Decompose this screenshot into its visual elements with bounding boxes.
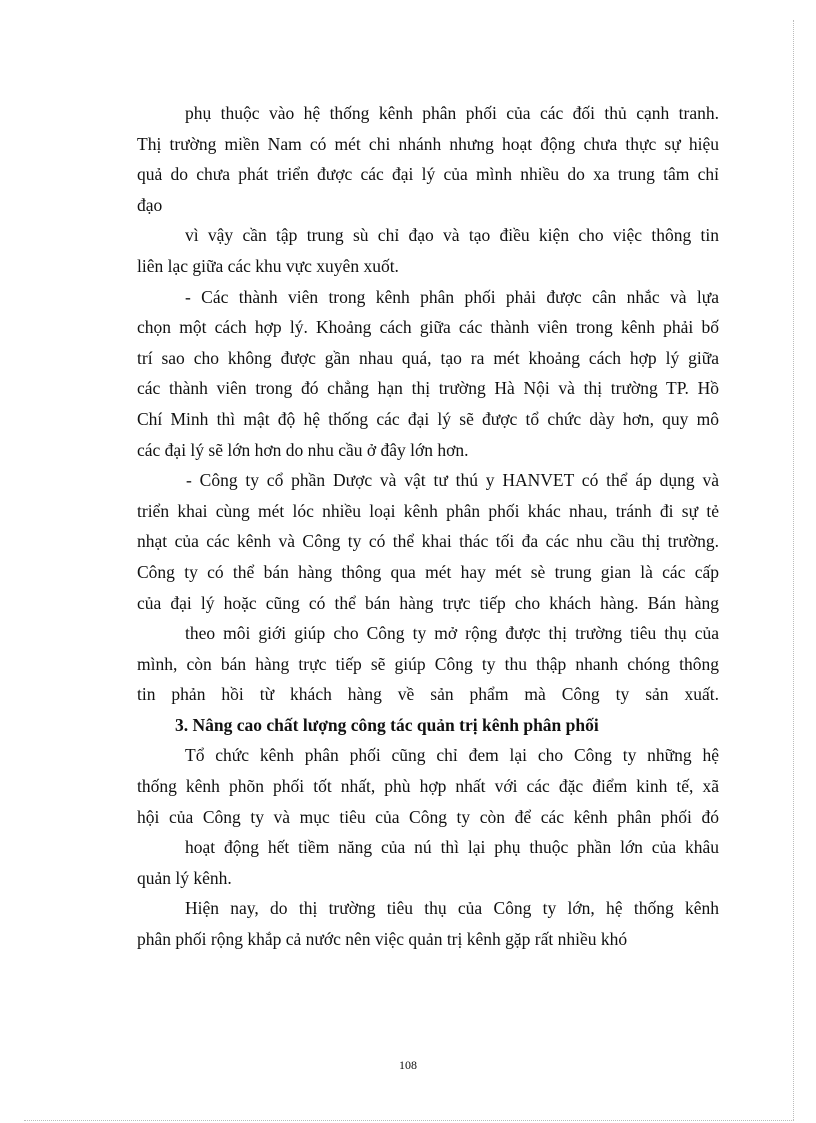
text-line: các đại lý sẽ lớn hơn do nhu cầu ở đây lớn hơn. xyxy=(137,439,469,460)
text-line: Hiện nay, do thị trường tiêu thụ của Công ty lớn, hệ thống kênh xyxy=(185,898,719,919)
text-line: Thị trường miền Nam có mét chi nhánh nhưng hoạt động chưa thực sự hiệu xyxy=(137,133,719,154)
text-line: theo môi giới giúp cho Công ty mở rộng được thị trường tiêu thụ của xyxy=(185,623,719,644)
text-line: trí sao cho không được gần nhau quá, tạo ra mét khoảng cách hợp lý giữa xyxy=(137,347,719,368)
text-line: triển khai cùng mét lóc nhiều loại kênh phân phối khác nhau, tránh đi sự tẻ xyxy=(137,500,719,521)
text-line: thống kênh phõn phối tốt nhất, phù hợp nhất với các đặc điểm kinh tế, xã xyxy=(137,776,719,797)
text-line: Công ty có thể bán hàng thông qua mét hay mét sè trung gian là các cấp xyxy=(137,561,719,582)
text-line: mình, còn bán hàng trực tiếp sẽ giúp Công ty thu thập nhanh chóng thông xyxy=(137,653,719,674)
text-line: phụ thuộc vào hệ thống kênh phân phối của các đối thủ cạnh tranh. xyxy=(185,103,719,123)
text-line: - Công ty cổ phần Dược và vật tư thú y HANVET có thể áp dụng và xyxy=(186,470,719,491)
page-edge-bottom xyxy=(24,1120,794,1121)
text-line: - Các thành viên trong kênh phân phối phải được cân nhắc và lựa xyxy=(185,286,719,307)
text-line: phân phối rộng khắp cả nước nên việc quản trị kênh gặp rất nhiều khó xyxy=(137,929,628,950)
section-heading: 3. Nâng cao chất lượng công tác quản trị kênh phân phối xyxy=(175,714,599,735)
page-edge-right xyxy=(793,20,794,1120)
text-line: quản lý kênh. xyxy=(137,867,232,888)
text-line: đạo xyxy=(137,194,163,215)
text-line: các thành viên trong đó chẳng hạn thị trường Hà Nội và thị trường TP. Hồ xyxy=(137,378,719,399)
text-line: chọn một cách hợp lý. Khoảng cách giữa các thành viên trong kênh phải bố xyxy=(137,317,719,338)
text-line: hoạt động hết tiềm năng của nú thì lại phụ thuộc phần lớn của khâu xyxy=(185,837,719,858)
text-line: Tổ chức kênh phân phối cũng chỉ đem lại cho Công ty những hệ xyxy=(185,745,719,766)
text-line: liên lạc giữa các khu vực xuyên xuốt. xyxy=(137,255,399,276)
body-text xyxy=(137,98,719,955)
text-line: nhạt của các kênh và Công ty có thể khai thác tối đa các nhu cầu thị trường. xyxy=(137,531,719,552)
text-line: tin phản hồi từ khách hàng về sản phẩm mà Công ty sản xuất. xyxy=(137,684,719,705)
text-line: của đại lý hoặc cũng có thể bán hàng trực tiếp cho khách hàng. Bán hàng xyxy=(137,592,719,613)
text-line: vì vậy cần tập trung sù chỉ đạo và tạo điều kiện cho việc thông tin xyxy=(185,225,719,246)
text-line: quả do chưa phát triển được các đại lý của mình nhiều do xa trung tâm chỉ xyxy=(137,164,719,185)
page-number: 108 xyxy=(399,1058,417,1072)
text-line: hội của Công ty và mục tiêu của Công ty còn để các kênh phân phối đó xyxy=(137,806,719,827)
text-line: Chí Minh thì mật độ hệ thống các đại lý sẽ được tổ chức dày hơn, quy mô xyxy=(137,408,719,429)
